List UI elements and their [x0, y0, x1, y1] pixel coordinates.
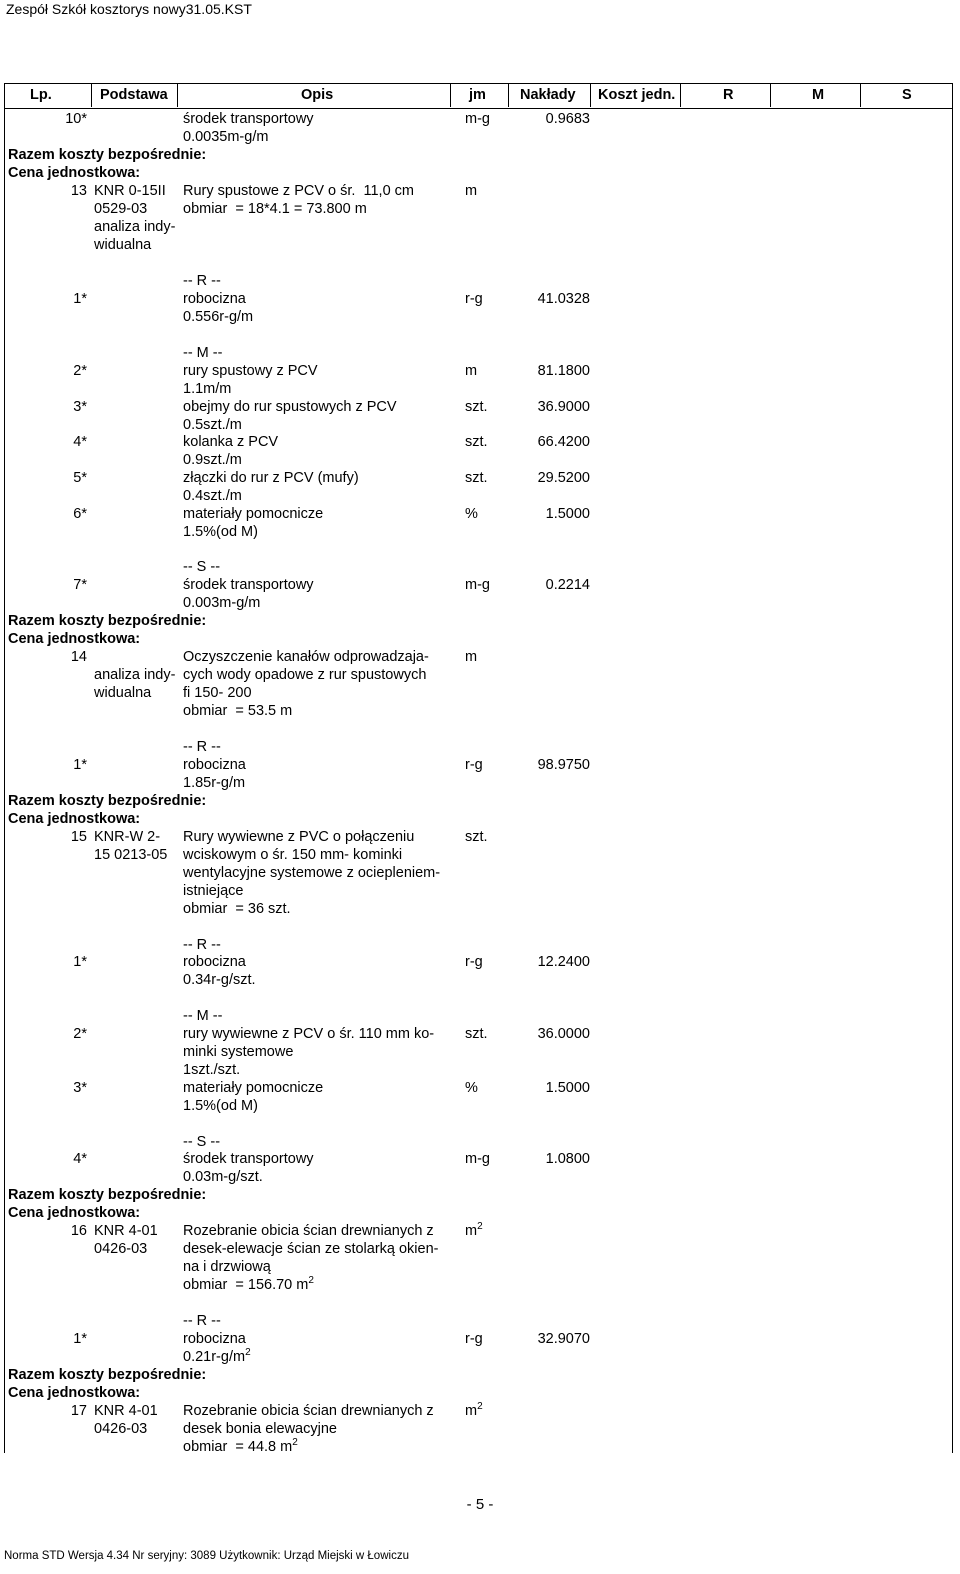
naklady-cell: 81.1800	[537, 363, 590, 379]
cena-label: Cena jednostkowa:	[8, 631, 141, 647]
lp-cell: 1*	[73, 757, 87, 773]
header-divider	[508, 83, 509, 107]
opis-cell: 0.34r-g/szt.	[183, 972, 256, 988]
lp-cell: 7*	[73, 577, 87, 593]
opis-cell: 0.556r-g/m	[183, 309, 254, 325]
opis-cell: rury wywiewne z PCV o śr. 110 mm ko-	[183, 1026, 435, 1042]
col-lp: Lp.	[30, 87, 52, 103]
jm-cell: szt.	[465, 399, 488, 415]
opis-cell: cych wody opadowe z rur spustowych	[183, 667, 427, 683]
footer-text: Norma STD Wersja 4.34 Nr seryjny: 3089 Użytkownik: Urząd Miejski w Łowiczu	[4, 1550, 409, 1562]
podstawa-cell: KNR 4-01	[94, 1403, 158, 1419]
opis-cell: 1.5%(od M)	[183, 524, 258, 540]
opis-cell: materiały pomocnicze	[183, 1080, 324, 1096]
naklady-cell: 36.0000	[537, 1026, 590, 1042]
jm-cell: r-g	[465, 1331, 483, 1347]
opis-cell: środek transportowy	[183, 1151, 314, 1167]
header-divider	[770, 83, 771, 107]
opis-cell: desek bonia elewacyjne	[183, 1421, 337, 1437]
opis-cell: Rozebranie obicia ścian drewnianych z	[183, 1403, 434, 1419]
lp-cell: 1*	[73, 1331, 87, 1347]
razem-label: Razem koszty bezpośrednie:	[8, 1187, 207, 1203]
cena-label: Cena jednostkowa:	[8, 165, 141, 181]
table-border-right	[952, 83, 953, 1453]
table-border-left	[4, 83, 5, 1453]
jm-cell: m-g	[465, 577, 490, 593]
opis-cell: fi 150- 200	[183, 685, 252, 701]
lp-cell: 3*	[73, 1080, 87, 1096]
opis-cell: wentylacyjne systemowe z ociepleniem-	[183, 865, 441, 881]
col-naklady: Nakłady	[520, 87, 576, 103]
naklady-cell: 1.0800	[545, 1151, 590, 1167]
opis-cell: na i drzwiową	[183, 1259, 271, 1275]
opis-cell: robocizna	[183, 1331, 246, 1347]
naklady-cell: 1.5000	[545, 506, 590, 522]
opis-cell: minki systemowe	[183, 1044, 294, 1060]
table-header	[4, 83, 952, 109]
col-m: M	[812, 87, 825, 103]
naklady-cell: 41.0328	[537, 291, 590, 307]
col-koszt: Koszt jedn.	[598, 87, 676, 103]
jm-cell: szt.	[465, 470, 488, 486]
document-title: Zespół Szkół kosztorys nowy31.05.KST	[6, 1, 252, 17]
opis-cell: 0.9szt./m	[183, 452, 242, 468]
podstawa-cell: analiza indy-	[94, 219, 176, 235]
naklady-cell: 0.2214	[545, 577, 590, 593]
opis-cell: wciskowym o śr. 150 mm- kominki	[183, 847, 403, 863]
opis-cell: 1.85r-g/m	[183, 775, 246, 791]
opis-cell: 1.1m/m	[183, 381, 232, 397]
opis-cell: -- R --	[183, 739, 221, 755]
opis-cell: obmiar = 53.5 m	[183, 703, 293, 719]
lp-cell: 16	[70, 1223, 87, 1239]
podstawa-cell: 0426-03	[94, 1241, 148, 1257]
jm-cell: m-g	[465, 1151, 490, 1167]
naklady-cell: 66.4200	[537, 434, 590, 450]
jm-cell: %	[465, 1080, 478, 1096]
naklady-cell: 0.9683	[545, 111, 590, 127]
header-divider	[91, 83, 92, 107]
naklady-cell: 29.5200	[537, 470, 590, 486]
opis-cell: robocizna	[183, 954, 246, 970]
opis-cell: złączki do rur z PCV (mufy)	[183, 470, 359, 486]
jm-cell: szt.	[465, 1026, 488, 1042]
jm-cell: szt.	[465, 434, 488, 450]
lp-cell: 6*	[73, 506, 87, 522]
jm-cell: r-g	[465, 291, 483, 307]
lp-cell: 10*	[65, 111, 87, 127]
opis-cell: 0.5szt./m	[183, 417, 242, 433]
header-divider	[590, 83, 591, 107]
jm-cell: r-g	[465, 757, 483, 773]
header-divider	[177, 83, 178, 107]
opis-cell: Oczyszczenie kanałów odprowadzaja-	[183, 649, 429, 665]
opis-cell: Rury spustowe z PCV o śr. 11,0 cm	[183, 183, 415, 199]
jm-cell: $m^2$	[465, 1401, 483, 1419]
col-r: R	[723, 87, 734, 103]
opis-cell: obmiar = 156.70 $m^2$	[183, 1275, 314, 1293]
opis-cell: Rury wywiewne z PVC o połączeniu	[183, 829, 415, 845]
naklady-cell: 98.9750	[537, 757, 590, 773]
podstawa-cell: analiza indy-	[94, 667, 176, 683]
opis-cell: obmiar = 36 szt.	[183, 901, 291, 917]
lp-cell: 4*	[73, 1151, 87, 1167]
jm-cell: m-g	[465, 111, 490, 127]
jm-cell: $m^2$	[465, 1221, 483, 1239]
jm-cell: m	[465, 363, 478, 379]
opis-cell: robocizna	[183, 757, 246, 773]
razem-label: Razem koszty bezpośrednie:	[8, 793, 207, 809]
opis-cell: -- S --	[183, 559, 221, 575]
opis-cell: 0.0035m-g/m	[183, 129, 269, 145]
col-jm: jm	[469, 87, 486, 103]
opis-cell: Rozebranie obicia ścian drewnianych z	[183, 1223, 434, 1239]
opis-cell: $0.21r-g/m^2$	[183, 1347, 251, 1365]
lp-cell: 15	[70, 829, 87, 845]
lp-cell: 14	[70, 649, 87, 665]
opis-cell: środek transportowy	[183, 111, 314, 127]
lp-cell: 13	[70, 183, 87, 199]
lp-cell: 5*	[73, 470, 87, 486]
page-number: - 5 -	[466, 1496, 494, 1513]
jm-cell: %	[465, 506, 478, 522]
naklady-cell: 1.5000	[545, 1080, 590, 1096]
header-divider	[680, 83, 681, 107]
podstawa-cell: KNR 0-15II	[94, 183, 166, 199]
opis-cell: środek transportowy	[183, 577, 314, 593]
jm-cell: m	[465, 183, 478, 199]
col-opis: Opis	[301, 87, 334, 103]
lp-cell: 2*	[73, 1026, 87, 1042]
jm-cell: m	[465, 649, 478, 665]
opis-cell: istniejące	[183, 883, 244, 899]
header-divider	[450, 83, 451, 107]
header-divider	[860, 83, 861, 107]
lp-cell: 3*	[73, 399, 87, 415]
opis-cell: obmiar = 44.8 $m^2$	[183, 1437, 298, 1455]
podstawa-cell: 15 0213-05	[94, 847, 168, 863]
opis-cell: desek-elewacje ścian ze stolarką okien-	[183, 1241, 439, 1257]
opis-cell: -- M --	[183, 345, 223, 361]
col-s: S	[902, 87, 912, 103]
podstawa-cell: KNR 4-01	[94, 1223, 158, 1239]
cena-label: Cena jednostkowa:	[8, 811, 141, 827]
podstawa-cell: 0529-03	[94, 201, 148, 217]
opis-cell: obmiar = 18*4.1 = 73.800 m	[183, 201, 367, 217]
opis-cell: obejmy do rur spustowych z PCV	[183, 399, 397, 415]
lp-cell: 17	[70, 1403, 87, 1419]
naklady-cell: 12.2400	[537, 954, 590, 970]
col-podstawa: Podstawa	[100, 87, 168, 103]
opis-cell: robocizna	[183, 291, 246, 307]
lp-cell: 1*	[73, 291, 87, 307]
razem-label: Razem koszty bezpośrednie:	[8, 147, 207, 163]
opis-cell: 0.003m-g/m	[183, 595, 261, 611]
lp-cell: 2*	[73, 363, 87, 379]
opis-cell: materiały pomocnicze	[183, 506, 324, 522]
opis-cell: 1.5%(od M)	[183, 1098, 258, 1114]
opis-cell: rury spustowy z PCV	[183, 363, 318, 379]
lp-cell: 1*	[73, 954, 87, 970]
podstawa-cell: widualna	[94, 237, 152, 253]
podstawa-cell: KNR-W 2-	[94, 829, 161, 845]
naklady-cell: 32.9070	[537, 1331, 590, 1347]
jm-cell: szt.	[465, 829, 488, 845]
opis-cell: -- M --	[183, 1008, 223, 1024]
opis-cell: -- R --	[183, 273, 221, 289]
opis-cell: 0.03m-g/szt.	[183, 1169, 263, 1185]
cena-label: Cena jednostkowa:	[8, 1385, 141, 1401]
opis-cell: kolanka z PCV	[183, 434, 279, 450]
podstawa-cell: widualna	[94, 685, 152, 701]
podstawa-cell: 0426-03	[94, 1421, 148, 1437]
razem-label: Razem koszty bezpośrednie:	[8, 613, 207, 629]
opis-cell: 1szt./szt.	[183, 1062, 241, 1078]
razem-label: Razem koszty bezpośrednie:	[8, 1367, 207, 1383]
opis-cell: -- R --	[183, 937, 221, 953]
jm-cell: r-g	[465, 954, 483, 970]
opis-cell: -- S --	[183, 1134, 221, 1150]
cena-label: Cena jednostkowa:	[8, 1205, 141, 1221]
opis-cell: -- R --	[183, 1313, 221, 1329]
naklady-cell: 36.9000	[537, 399, 590, 415]
opis-cell: 0.4szt./m	[183, 488, 242, 504]
lp-cell: 4*	[73, 434, 87, 450]
